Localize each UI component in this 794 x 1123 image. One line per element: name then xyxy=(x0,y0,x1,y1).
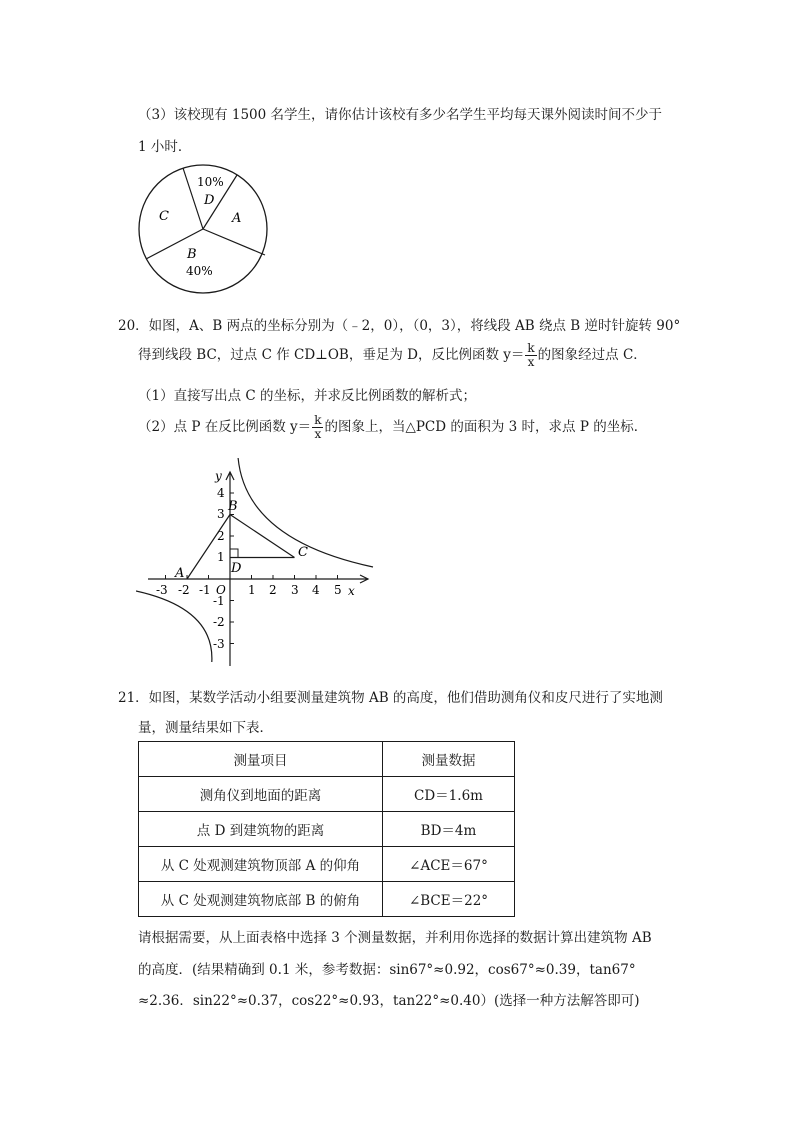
x-tick-3: 3 xyxy=(291,583,299,597)
table-cell-item: 测角仪到地面的距离 xyxy=(139,777,383,812)
q20-line2-post: 的图象经过点 C． xyxy=(537,347,647,363)
q20-part2-pre: （2）点 P 在反比例函数 y＝ xyxy=(138,419,312,435)
q20-part2 xyxy=(138,414,647,441)
table-cell-data: ∠BCE＝22° xyxy=(383,882,515,917)
x-axis-label: x xyxy=(348,584,355,598)
k-over-x-fraction-2 xyxy=(312,414,323,441)
point-a-label: A xyxy=(175,566,185,581)
table-cell-item: 从 C 处观测建筑物底部 B 的俯角 xyxy=(139,882,383,917)
x-tick-neg3: -3 xyxy=(156,583,168,597)
table-header-data: 测量数据 xyxy=(383,742,515,777)
y-tick-neg2: -2 xyxy=(213,615,225,629)
x-tick-4: 4 xyxy=(312,583,320,597)
segment-ab xyxy=(187,515,230,580)
table-row xyxy=(139,882,515,917)
table-cell-data: CD＝1.6m xyxy=(383,777,515,812)
q21-line1: 21．如图，某数学活动小组要测量建筑物 AB 的高度，他们借助测角仪和皮尺进行了实地测 xyxy=(118,690,663,706)
table-cell-data: BD＝4m xyxy=(383,812,515,847)
coordinate-graph xyxy=(136,450,381,672)
q21-after-line3: ≈2.36．sin22°≈0.37，cos22°≈0.93，tan22°≈0.40）(选择一种方法解答即可) xyxy=(138,993,640,1009)
x-tick-neg1: -1 xyxy=(199,583,211,597)
x-tick-1: 1 xyxy=(248,583,256,597)
table-cell-item: 从 C 处观测建筑物顶部 A 的仰角 xyxy=(139,847,383,882)
q20-line2 xyxy=(138,342,647,369)
y-tick-1: 1 xyxy=(217,550,225,564)
table-cell-item: 点 D 到建筑物的距离 xyxy=(139,812,383,847)
y-axis-label: y xyxy=(215,469,222,483)
y-tick-neg3: -3 xyxy=(213,637,225,651)
q19-part3-line2: 1 小时． xyxy=(138,139,192,155)
fraction-denominator: x xyxy=(527,355,535,369)
fraction-numerator-2: k xyxy=(314,413,322,427)
pie-label-c: C xyxy=(159,209,169,224)
right-angle-mark xyxy=(230,549,238,558)
q21-after-line2: 的高度．(结果精确到 0.1 米，参考数据：sin67°≈0.92，cos67°≈0.39，tan67° xyxy=(138,962,636,978)
pie-label-b-percent: 40% xyxy=(186,264,213,278)
point-c-label: C xyxy=(298,545,308,560)
k-over-x-fraction xyxy=(525,342,536,369)
q20-part1: （1）直接写出点 C 的坐标，并求反比例函数的解析式； xyxy=(138,388,477,404)
table-row xyxy=(139,777,515,812)
x-tick-2: 2 xyxy=(269,583,277,597)
q21-line2: 量，测量结果如下表． xyxy=(138,720,273,736)
x-tick-5: 5 xyxy=(334,583,342,597)
table-cell-data: ∠ACE＝67° xyxy=(383,847,515,882)
pie-label-b: B xyxy=(187,247,197,262)
table-row xyxy=(139,847,515,882)
point-b-label: B xyxy=(228,499,238,514)
table-header-row xyxy=(139,742,515,777)
origin-label: O xyxy=(216,583,226,597)
table-row xyxy=(139,812,515,847)
fraction-numerator: k xyxy=(527,341,535,355)
table-header-item: 测量项目 xyxy=(139,742,383,777)
point-d-label: D xyxy=(231,561,242,576)
q19-part3-line1: （3）该校现有 1500 名学生，请你估计该校有多少名学生平均每天课外阅读时间不少于 xyxy=(138,107,663,123)
pie-chart-figure xyxy=(130,160,280,300)
measurement-table xyxy=(138,741,515,917)
q20-line1: 20．如图，A、B 两点的坐标分别为（﹣2，0），（0，3），将线段 AB 绕点 B 逆时针旋转 90° xyxy=(118,318,681,334)
q20-line2-pre: 得到线段 BC，过点 C 作 CD⊥OB，垂足为 D，反比例函数 y＝ xyxy=(138,347,525,363)
segment-bc xyxy=(230,515,295,558)
q20-part2-post: 的图象上，当△PCD 的面积为 3 时，求点 P 的坐标． xyxy=(324,419,648,435)
pie-label-a: A xyxy=(232,211,242,226)
pie-label-d-percent: 10% xyxy=(197,175,224,189)
fraction-denominator-2: x xyxy=(314,427,322,441)
pie-label-d: D xyxy=(204,193,215,208)
q21-after-line1: 请根据需要，从上面表格中选择 3 个测量数据，并利用你选择的数据计算出建筑物 AB xyxy=(138,930,652,946)
y-tick-4: 4 xyxy=(217,486,225,500)
hyperbola-branch-third-quadrant xyxy=(136,591,212,662)
y-tick-2: 2 xyxy=(217,529,225,543)
y-tick-neg1: -1 xyxy=(213,594,225,608)
x-tick-neg2: -2 xyxy=(178,583,190,597)
y-tick-3: 3 xyxy=(217,507,225,521)
pie-radius-ab xyxy=(203,229,265,255)
